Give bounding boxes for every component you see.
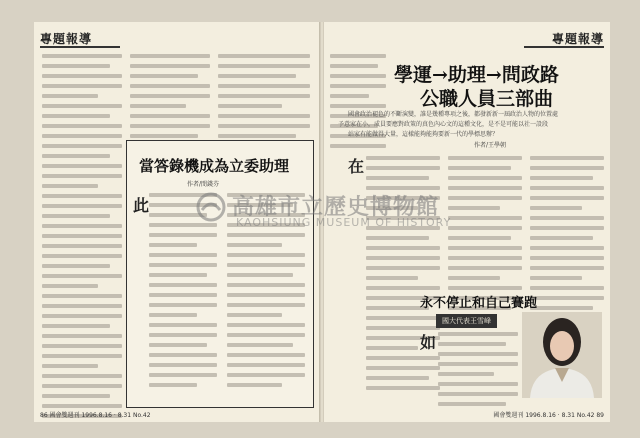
left-page (34, 22, 320, 422)
sidebar-col-2 (227, 193, 305, 393)
headline-line-1: 學運→助理→問政路 (394, 64, 559, 86)
right-column-3 (530, 156, 604, 316)
left-column-1 (42, 54, 122, 422)
watermark-en: KAOHSIUNG MUSEUM OF HISTORY (236, 216, 452, 229)
right-sidebar-title: 永不停止和自己賽跑 (420, 296, 538, 311)
right-column-1 (366, 156, 440, 396)
running-head-rule (40, 46, 120, 48)
sidebar-title: 當答錄機成為立委助理 (139, 157, 290, 175)
article-dropcap: 在 (348, 157, 365, 176)
right-sidebar-col (438, 332, 518, 412)
running-head-right: 專題報導 (551, 32, 604, 46)
sidebar-byline: 作者/閔錢芬 (187, 181, 220, 188)
deck-byline: 作者/王學朝 (474, 142, 507, 149)
deck-line-2: 予意家在小，成員要應對政策的真色內心文的這種文化，是不是可能以社一設段 (338, 121, 549, 128)
left-footer: 86 國會雙週刊 1996.8.16 · 8.31 No.42 (40, 412, 151, 419)
sidebar-box-left (126, 140, 314, 408)
deck-line-1: 國會政治褪色的不斷演變，誰是幾種專項之後，都發新新一屆政治人物的位置處 (348, 111, 559, 118)
right-sidebar-dropcap: 如 (420, 333, 437, 352)
sidebar-col-1 (149, 193, 217, 393)
sidebar-dropcap: 此 (133, 196, 150, 215)
headline-line-2: 公職人員三部曲 (420, 88, 554, 110)
right-footer: 國會雙週刊 1996.8.16 · 8.31 No.42 89 (493, 412, 604, 419)
portrait-photo (522, 312, 602, 398)
running-head-rule-right (524, 46, 604, 48)
running-head-left: 專題報導 (40, 32, 93, 46)
right-sidebar-label: 國大代表王雪峰 (436, 314, 497, 328)
watermark-cn: 高雄市立歷史博物館 (232, 195, 440, 220)
deck-line-3: 站家有能做得大量，這樣能夠能夠要新一代的學標思辦？ (348, 131, 499, 138)
